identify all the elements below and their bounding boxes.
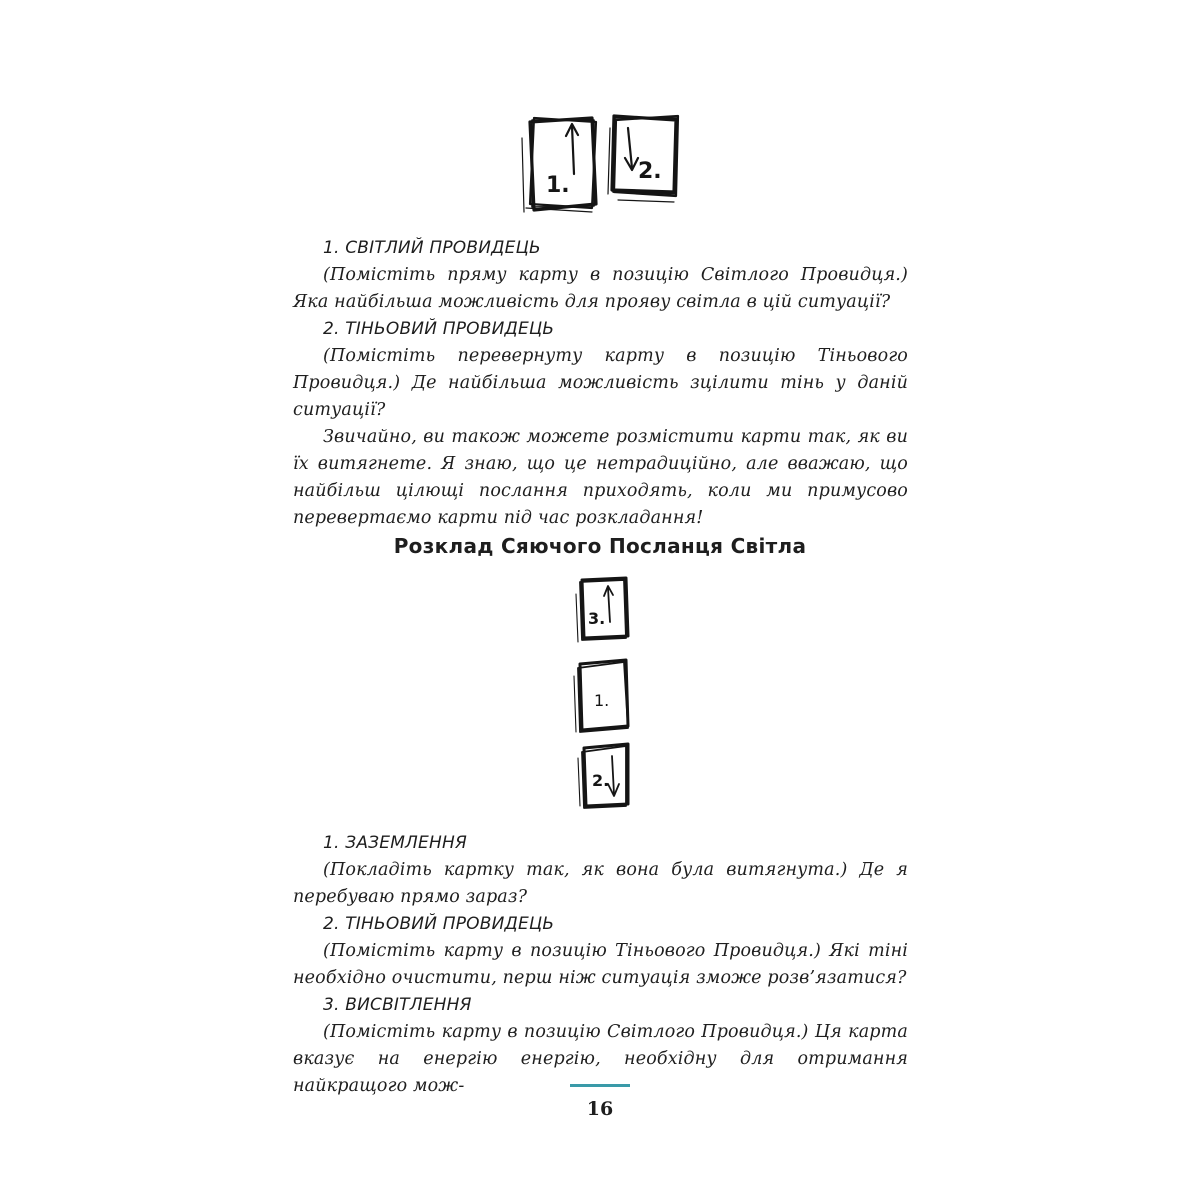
paragraph-grounding: (Покладіть картку так, як вона була витягнута.) Де я перебуваю прямо зараз?: [293, 860, 908, 907]
card-3-label: 3.: [588, 609, 606, 628]
three-card-spread-illustration: [566, 572, 638, 812]
heading-grounding: 1. ЗАЗЕМЛЕННЯ: [323, 833, 467, 853]
footer-divider: [570, 1084, 630, 1087]
heading-shadow-seer: 2. ТІНЬОВИЙ ПРОВИДЕЦЬ: [323, 319, 555, 339]
paragraph-illumination: (Помістіть карту в позицію Світлого Провидця.) Ця карта вказує на енергію енергію, необхідну для отримання найкращого мож-: [293, 1022, 908, 1096]
page-number: 16: [586, 1098, 614, 1120]
paragraph-shadow-seer: (Помістіть перевернуту карту в позицію Тіньового Провидця.) Де найбільша можливість зцілити тінь у даній ситуації?: [293, 346, 908, 420]
heading-shadow-seer-2: 2. ТІНЬОВИЙ ПРОВИДЕЦЬ: [323, 914, 555, 934]
up-arrow-icon: [566, 124, 578, 174]
heading-illumination: 3. ВИСВІТЛЕННЯ: [323, 995, 472, 1015]
card-2-label: 2.: [638, 159, 662, 184]
paragraph-light-seer: (Помістіть пряму карту в позицію Світлого Провидця.) Яка найбільша можливість для прояву світла в цій ситуації?: [293, 265, 908, 312]
card-2-label: 2.: [592, 771, 610, 790]
text-block-1: [293, 235, 908, 532]
two-card-spread-illustration: [512, 108, 692, 220]
paragraph-note: Звичайно, ви також можете розмістити карти так, як ви їх витягнете. Я знаю, що це нетрадиційно, але вважаю, що найбільш цілющі послання приходять, коли ми примусово перевертаємо карти під час розкладання!: [293, 427, 908, 528]
card-1-label: 1.: [594, 691, 610, 710]
paragraph-shadow-seer-2: (Помістіть карту в позицію Тіньового Провидця.) Які тіні необхідно очистити, перш ніж ситуація зможе розв’язатися?: [293, 941, 908, 988]
heading-light-seer: 1. СВІТЛИЙ ПРОВИДЕЦЬ: [323, 238, 541, 258]
card-1-label: 1.: [546, 173, 570, 198]
down-arrow-icon: [625, 128, 638, 170]
section-title: Розклад Сяючого Посланця Світла: [393, 534, 807, 558]
down-arrow-icon: [608, 756, 619, 796]
up-arrow-icon: [604, 586, 613, 622]
text-block-2: [293, 830, 908, 1100]
